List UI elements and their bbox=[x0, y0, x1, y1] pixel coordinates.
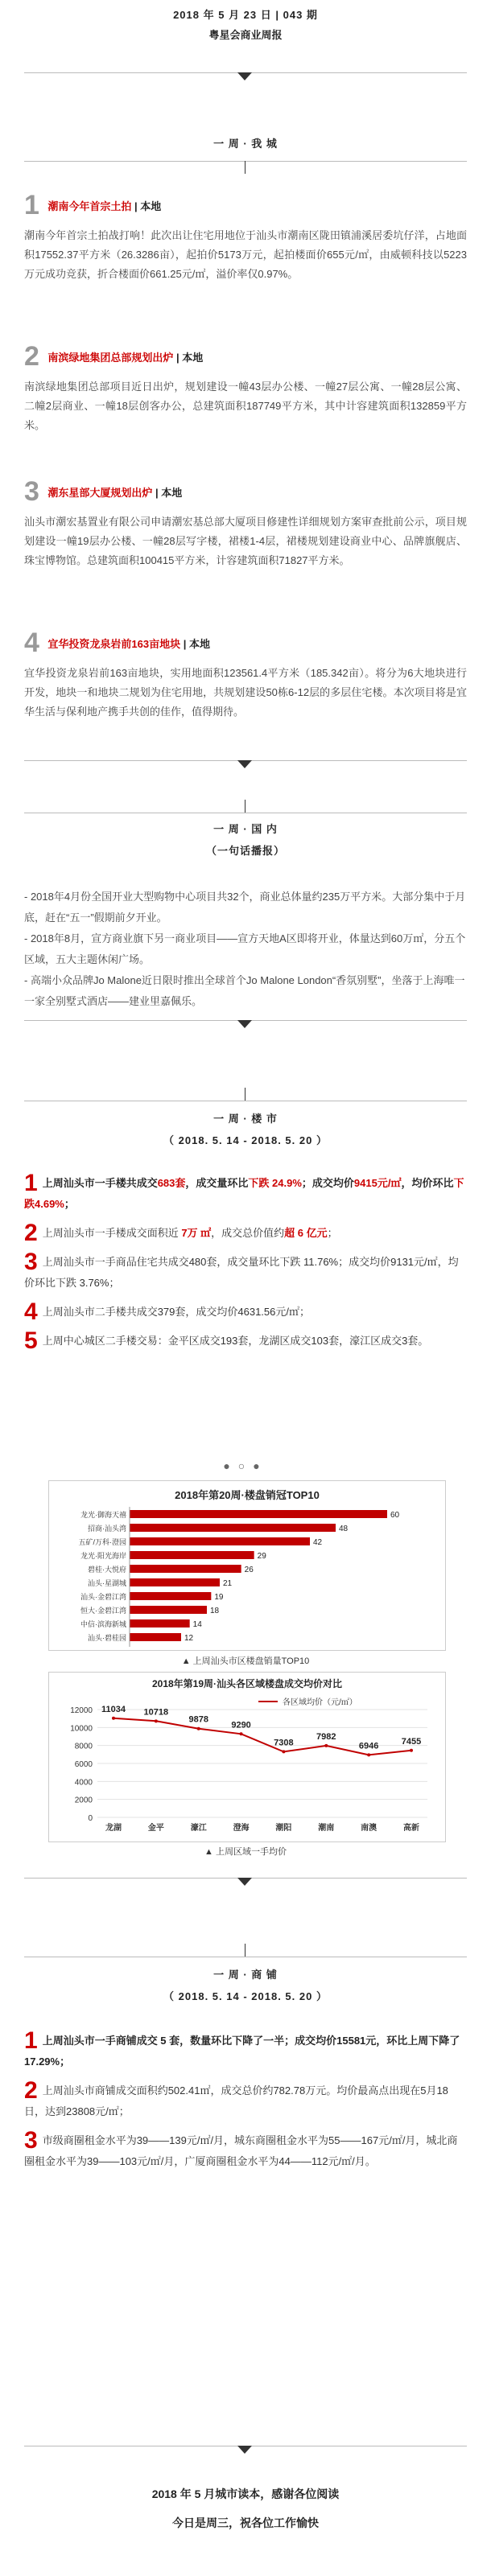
bullet-item: - 高端小众品牌Jo Malone近日限时推出全球首个Jo Malone London“香氛别墅”，坐落于上海唯一一家全别墅式酒店——建业里嘉佩乐。 bbox=[24, 974, 465, 1007]
category-label: 龙光·阳光海岸 bbox=[80, 1552, 126, 1560]
section-subtitle: （ 2018. 5. 14 - 2018. 5. 20 ） bbox=[163, 1134, 328, 1146]
data-label: 19 bbox=[214, 1593, 224, 1602]
footer-line: 今日是周三，祝各位工作愉快 bbox=[172, 2516, 319, 2529]
data-label: 9878 bbox=[188, 1714, 208, 1725]
divider-tick bbox=[245, 1944, 246, 1957]
item-body: 潮南今年首宗土拍战打响！此次出让住宅用地位于汕头市潮南区陇田镇浦溪居委坑仔洋，占地面积17552.37平方米（26.3286亩），起拍价5173万元，起拍楼面价655元/㎡，由威顿科技以5223万元成功竞获，折合楼面价661.25元/㎡，溢价率仅0.97%。 bbox=[24, 229, 467, 280]
section-national-header bbox=[0, 821, 491, 858]
y-tick-label: 6000 bbox=[74, 1760, 93, 1769]
shop-item: 1 上周汕头市一手商铺成交 5 套，数量环比下降了一半；成交均价15581元，环比上周下降了17.29%； bbox=[24, 2027, 460, 2068]
item-title[interactable]: 潮东星部大厦规划出炉 | 本地 bbox=[47, 487, 183, 499]
chart-caption: ▲ 上周区域一手均价 bbox=[204, 1847, 287, 1857]
bar bbox=[130, 1592, 211, 1600]
x-tick-label: 潮南 bbox=[318, 1824, 335, 1833]
district-price-line-chart bbox=[49, 1673, 445, 1841]
market-item: 4 上周汕头市二手楼共成交379套，成交均价4631.56元/㎡； bbox=[24, 1298, 310, 1325]
item-body: 宜华投资龙泉岩前163亩地块，实用地面积123561.4平方米（185.342亩）。将分为6大地块进行开发，地块一和地块二规划为住宅用地，共规划建设50栋6-12层的多层住宅楼。本次项目将是宜华生活与保利地产携手共创的佳作，值得期待。 bbox=[24, 667, 467, 718]
carousel-dots[interactable]: ●○● bbox=[223, 1459, 268, 1472]
divider-tick bbox=[245, 1088, 246, 1101]
y-tick-label: 8000 bbox=[74, 1742, 93, 1751]
chart-title: 2018年第20周·楼盘销冠TOP10 bbox=[175, 1489, 320, 1501]
bar bbox=[130, 1551, 254, 1559]
category-label: 汕头·星湖城 bbox=[88, 1579, 126, 1587]
y-tick-label: 2000 bbox=[74, 1796, 93, 1805]
x-tick-label: 南澳 bbox=[361, 1824, 378, 1833]
section-local-header bbox=[0, 135, 491, 150]
bullet-item: - 2018年8月，宣方商业旗下另一商业项目——宣方天地A区即将开业，体量达到60万㎡，分五个区域，五大主题休闲广场。 bbox=[24, 932, 466, 965]
chart-caption: ▲ 上周汕头市区楼盘销量TOP10 bbox=[181, 1656, 310, 1666]
item-number: 3 bbox=[24, 476, 39, 507]
section-market-header bbox=[0, 1110, 491, 1147]
data-point bbox=[112, 1717, 115, 1720]
news-item bbox=[0, 628, 491, 722]
national-bullets bbox=[0, 887, 491, 1012]
section-title: 一 周 · 我 城 bbox=[213, 138, 278, 150]
data-label: 9290 bbox=[231, 1720, 251, 1730]
shop-list bbox=[0, 2027, 491, 2180]
item-title[interactable]: 潮南今年首宗土拍 | 本地 bbox=[47, 200, 162, 212]
news-item bbox=[0, 190, 491, 341]
data-point bbox=[197, 1727, 200, 1730]
bar bbox=[130, 1606, 207, 1614]
price-chart-box bbox=[48, 1672, 446, 1842]
news-item bbox=[0, 341, 491, 476]
section-subtitle: （ 2018. 5. 14 - 2018. 5. 20 ） bbox=[163, 1990, 328, 2002]
category-label: 汕头·碧桂园 bbox=[88, 1634, 126, 1642]
market-item: 5 上周中心城区二手楼交易：金平区成交193套，龙湖区成交103套，濠江区成交3套。 bbox=[24, 1327, 429, 1354]
chevron-down-icon bbox=[237, 72, 252, 80]
data-label: 6946 bbox=[358, 1741, 379, 1751]
x-tick-label: 高新 bbox=[403, 1824, 419, 1833]
data-label: 48 bbox=[339, 1525, 349, 1533]
bullet-item: - 2018年4月份全国开业大型购物中心项目共32个，商业总体量约235万平方米。大部分集中于月底，赶在“五一”假期前夕开业。 bbox=[24, 891, 466, 924]
bar bbox=[130, 1524, 336, 1532]
data-label: 14 bbox=[192, 1620, 202, 1629]
data-label: 18 bbox=[210, 1607, 220, 1615]
market-item: 1 上周汕头市一手楼共成交683套，成交量环比下跌 24.9%；成交均价9415元/㎡，均价环比下跌4.69%； bbox=[24, 1170, 464, 1210]
data-label: 7982 bbox=[316, 1731, 336, 1742]
bar bbox=[130, 1619, 190, 1627]
local-news-list bbox=[0, 190, 491, 722]
y-tick-label: 0 bbox=[88, 1814, 93, 1823]
brand-name: 粤星会商业周报 bbox=[208, 29, 283, 41]
x-tick-label: 潮阳 bbox=[275, 1824, 292, 1833]
data-label: 42 bbox=[313, 1538, 323, 1547]
bar bbox=[130, 1537, 310, 1545]
category-label: 五矿/万科·澄园 bbox=[78, 1538, 126, 1546]
x-tick-label: 金平 bbox=[147, 1824, 164, 1833]
shop-item: 2 上周汕头市商铺成交面积约502.41㎡，成交总价约782.78万元。均价最高点出现在5月18日，达到23808元/㎡； bbox=[24, 2077, 448, 2117]
data-label: 12 bbox=[184, 1634, 194, 1643]
shop-item: 3 市级商圈租金水平为39——139元/㎡/月，城东商圈租金水平为55——167元/㎡/月，城北商圈租金水平为39——103元/㎡/月，广厦商圈租金水平为44——112元/㎡/月。 bbox=[24, 2127, 458, 2167]
issue-date: 2018 年 5 月 23 日 | 043 期 bbox=[173, 9, 318, 21]
footer-line: 2018 年 5 月城市读本，感谢各位阅读 bbox=[151, 2488, 340, 2500]
top10-chart-box bbox=[48, 1480, 446, 1651]
category-label: 龙光·御海天禧 bbox=[80, 1511, 126, 1519]
category-label: 碧桂·大悦府 bbox=[88, 1566, 126, 1574]
category-label: 恒大·金碧江湾 bbox=[80, 1607, 126, 1615]
footer bbox=[0, 2486, 491, 2531]
data-label: 11034 bbox=[101, 1704, 126, 1714]
item-number: 1 bbox=[24, 190, 39, 220]
bar bbox=[130, 1633, 181, 1641]
section-title: 一 周 · 商 铺 bbox=[213, 1969, 278, 1981]
data-label: 26 bbox=[244, 1566, 254, 1574]
section-subtitle: （一句话播报） bbox=[205, 845, 285, 857]
divider-tick bbox=[245, 161, 246, 174]
data-label: 7455 bbox=[401, 1736, 422, 1747]
data-point bbox=[240, 1732, 243, 1735]
item-body: 南滨绿地集团总部项目近日出炉，规划建设一幢43层办公楼、一幢27层公寓、一幢28层公寓、二幢2层商业、一幢18层创客办公，总建筑面积187749平方米，其中计容建筑面积132859平方米。 bbox=[24, 381, 467, 431]
data-label: 60 bbox=[390, 1511, 400, 1520]
y-tick-label: 12000 bbox=[70, 1706, 93, 1715]
bar bbox=[130, 1578, 220, 1586]
x-tick-label: 濠江 bbox=[190, 1824, 207, 1833]
data-label: 21 bbox=[223, 1579, 233, 1588]
market-item: 3 上周汕头市一手商品住宅共成交480套，成交量环比下跌 11.76%；成交均价9131元/㎡，均价环比下跌 3.76%； bbox=[24, 1249, 459, 1289]
data-label: 7308 bbox=[274, 1738, 294, 1748]
data-point bbox=[367, 1753, 370, 1756]
data-point bbox=[155, 1719, 158, 1722]
x-tick-label: 澄海 bbox=[233, 1824, 250, 1833]
data-label: 29 bbox=[257, 1552, 266, 1561]
bar bbox=[130, 1510, 387, 1518]
section-shop-header bbox=[0, 1966, 491, 2003]
chevron-down-icon bbox=[237, 760, 252, 768]
item-body: 汕头市潮宏基置业有限公司申请潮宏基总部大厦项目修建性详细规划方案审查批前公示，项目规划建设一幢19层办公楼、一幢28层写字楼，裙楼1-4层，裙楼规划建设商业中心、品牌旗舰店、珠宝博物馆。总建筑面积100415平方米，计容建筑面积71827平方米。 bbox=[24, 516, 467, 566]
market-item: 2 上周汕头市一手楼成交面积近 7万 ㎡，成交总价值约超 6 亿元； bbox=[24, 1220, 338, 1246]
top10-bar-chart bbox=[49, 1481, 445, 1650]
x-tick-label: 龙湖 bbox=[105, 1824, 122, 1833]
category-label: 招商·汕头湾 bbox=[88, 1525, 126, 1533]
item-title[interactable]: 南滨绿地集团总部规划出炉 | 本地 bbox=[47, 352, 204, 364]
item-number: 2 bbox=[24, 341, 39, 372]
chevron-down-icon bbox=[237, 1878, 252, 1886]
category-label: 汕头·金碧江湾 bbox=[80, 1593, 126, 1601]
data-point bbox=[410, 1749, 413, 1752]
chevron-down-icon bbox=[237, 1020, 252, 1028]
market-list bbox=[0, 1170, 491, 1360]
y-tick-label: 4000 bbox=[74, 1778, 93, 1788]
legend-label: 各区域均价（元/㎡） bbox=[283, 1698, 357, 1707]
issue-header bbox=[0, 0, 491, 42]
item-title[interactable]: 宜华投资龙泉岩前163亩地块 | 本地 bbox=[47, 638, 210, 650]
bar bbox=[130, 1565, 241, 1573]
item-number: 4 bbox=[24, 628, 39, 658]
chevron-down-icon bbox=[237, 2446, 252, 2454]
data-point bbox=[324, 1744, 328, 1747]
section-title: 一 周 · 国 内 bbox=[213, 823, 278, 835]
section-title: 一 周 · 楼 市 bbox=[213, 1113, 278, 1125]
news-item bbox=[0, 476, 491, 628]
data-point bbox=[282, 1750, 285, 1753]
divider-line bbox=[24, 161, 467, 162]
chart-title: 2018年第19周·汕头各区域楼盘成交均价对比 bbox=[151, 1678, 343, 1689]
divider-tick bbox=[245, 800, 246, 813]
y-tick-label: 10000 bbox=[70, 1724, 93, 1734]
category-label: 中信·滨海新城 bbox=[80, 1620, 126, 1628]
data-label: 10718 bbox=[143, 1707, 169, 1718]
